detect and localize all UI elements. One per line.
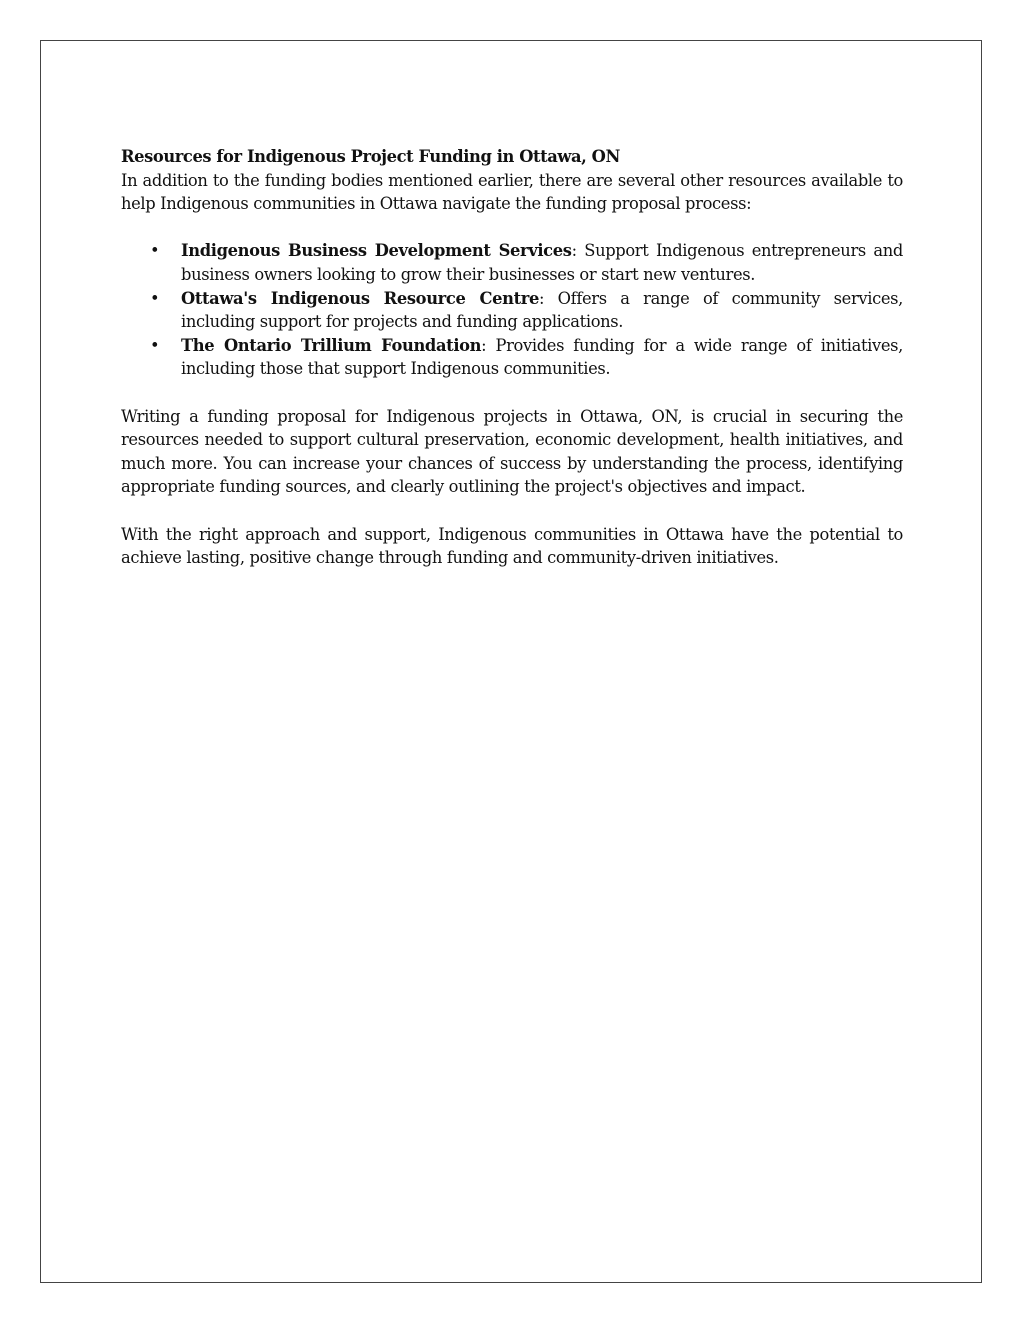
spacer <box>121 216 903 240</box>
body-paragraph: Writing a funding proposal for Indigenous projects in Ottawa, ON, is crucial in securing the resources needed to support cultural preservation, economic development, health initiatives, and much more. You can increase your chances of success by understanding the process, identifying appropriate funding sources, and clearly outlining the project's objectives and impact. <box>121 406 903 497</box>
intro-paragraph: In addition to the funding bodies mentioned earlier, there are several other resources available to help Indigenous communities in Ottawa navigate the funding proposal process: <box>121 170 903 214</box>
spacer <box>121 381 903 405</box>
resource-description: : Support Indigenous entrepreneurs and business owners looking to grow their businesses or start new ventures. <box>181 241 903 284</box>
bullet-icon: • <box>150 288 160 308</box>
resource-term: The Ontario Trillium Foundation <box>181 335 482 355</box>
list-item <box>121 287 903 334</box>
bullet-icon: • <box>150 335 160 355</box>
resource-term: Ottawa's Indigenous Resource Centre <box>181 288 540 308</box>
spacer <box>121 499 903 523</box>
closing-paragraph: With the right approach and support, Indigenous communities in Ottawa have the potential to achieve lasting, positive change through funding and community-driven initiatives. <box>121 524 903 568</box>
section-heading: Resources for Indigenous Project Funding in Ottawa, ON <box>121 147 620 166</box>
list-item <box>121 239 903 286</box>
resource-list <box>121 239 903 381</box>
resource-description: : Offers a range of community services, including support for projects and funding applications. <box>181 288 903 332</box>
resource-term: Indigenous Business Development Services <box>181 241 572 261</box>
document-body <box>121 145 903 570</box>
resource-description: : Provides funding for a wide range of initiatives, including those that support Indigenous communities. <box>181 335 903 379</box>
bullet-icon: • <box>150 241 160 261</box>
list-item <box>121 334 903 381</box>
